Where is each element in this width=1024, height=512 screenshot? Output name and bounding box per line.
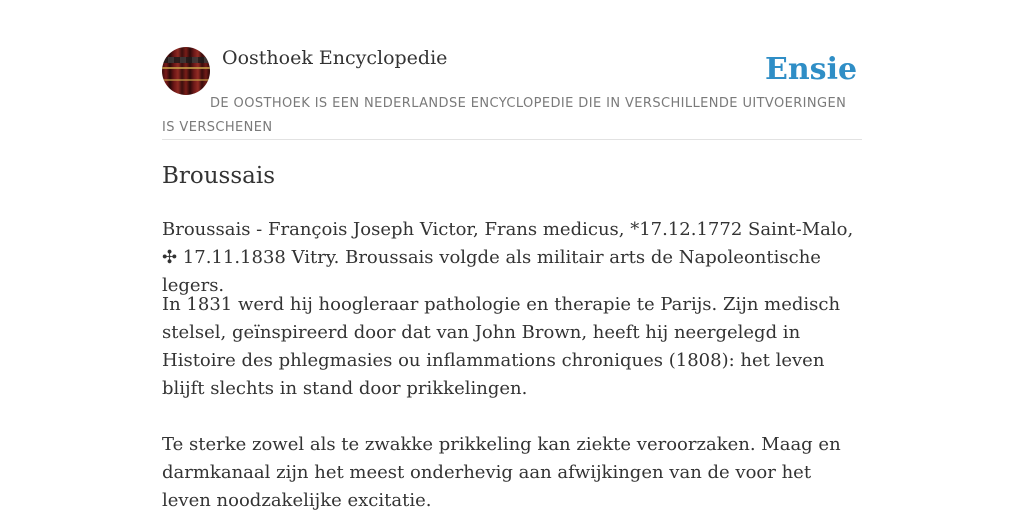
entry-paragraph-1: Broussais - François Joseph Victor, Frans medicus, *17.12.1772 Saint-Malo, ✣ 17.11.1838 Vitry. Broussais volgde als militair arts de Napoleontische legers. [162, 219, 854, 296]
ensie-logo-link[interactable]: Ensie [765, 52, 858, 87]
avatar-book-spines [162, 57, 210, 63]
site-name[interactable]: Oosthoek Encyclopedie [222, 47, 448, 69]
avatar-gold-band-lower [162, 79, 210, 81]
avatar-gold-band [162, 67, 210, 69]
entry-title: Broussais [162, 163, 276, 189]
header-divider [162, 139, 862, 140]
site-tagline: DE OOSTHOEK IS EEN NEDERLANDSE ENCYCLOPEDIE DIE IN VERSCHILLENDE UITVOERINGEN IS VERSCHENEN [162, 96, 847, 135]
entry-paragraph-3: Te sterke zowel als te zwakke prikkeling kan ziekte veroorzaken. Maag en darmkanaal zijn het meest onderhevig aan afwijkingen van de voor het leven noodzakelijke excitatie. [162, 434, 841, 511]
entry-paragraph-2: In 1831 werd hij hoogleraar pathologie en therapie te Parijs. Zijn medisch stelsel, geïnspireerd door dat van John Brown, heeft hij neergelegd in Histoire des phlegmasies ou inflammations chroniques (1808): het leven blijft slechts in stand door prikkelingen. [162, 294, 841, 399]
encyclopedia-avatar[interactable] [162, 47, 210, 95]
